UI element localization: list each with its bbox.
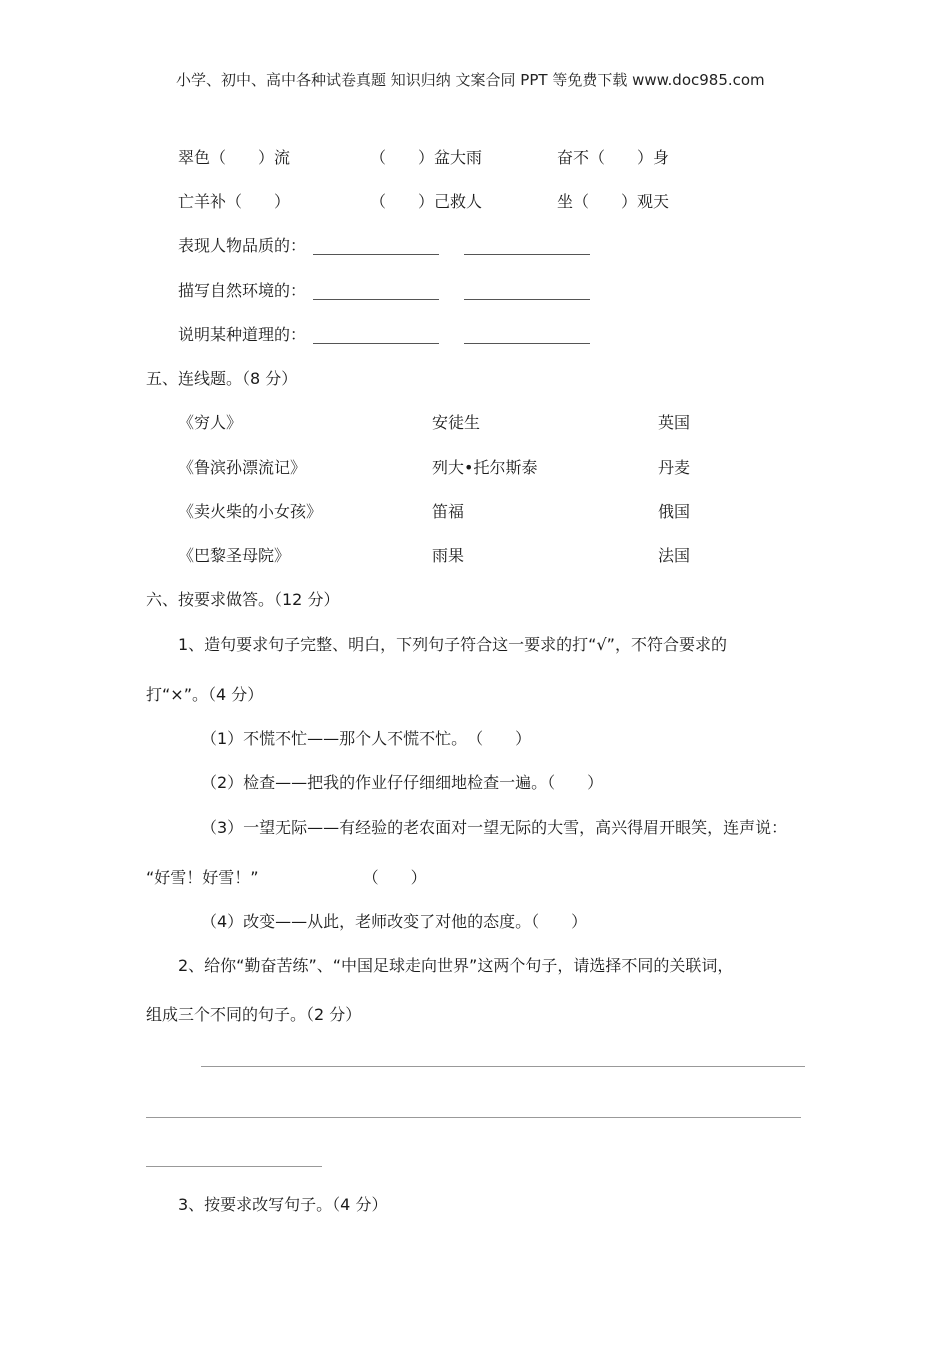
q1-instruction-line1: 1、造句要求句子完整、明白，下列句子符合这一要求的打“√”，不符合要求的	[178, 635, 727, 654]
country-item: 法国	[658, 546, 691, 565]
q1-instruction-line2: 打“×”。（4 分）	[146, 685, 264, 704]
author-item: 笛福	[432, 502, 465, 521]
author-item: 列大•托尔斯泰	[432, 458, 538, 477]
answer-blank[interactable]	[464, 299, 590, 300]
country-item: 俄国	[658, 502, 691, 521]
idiom-3: 奋不（ ）身	[557, 148, 670, 167]
book-item: 《鲁滨孙漂流记》	[178, 458, 307, 477]
book-item: 《穷人》	[178, 413, 243, 432]
idiom-1: 翠色（ ）流	[178, 148, 291, 167]
q2-instruction-line1: 2、给你“勤奋苦练”、“中国足球走向世界”这两个句子，请选择不同的关联词，	[178, 956, 734, 975]
category-reason-label: 说明某种道理的：	[178, 325, 307, 344]
q3-instruction: 3、按要求改写句子。（4 分）	[178, 1195, 388, 1214]
answer-blank[interactable]	[464, 254, 590, 255]
author-item: 雨果	[432, 546, 465, 565]
q1-item-2: （2）检查——把我的作业仔仔细细地检查一遍。（ ）	[201, 773, 604, 792]
answer-line[interactable]	[146, 1166, 322, 1167]
category-character-label: 表现人物品质的：	[178, 236, 307, 255]
q1-item-3: （3）一望无际——有经验的老农面对一望无际的大雪，高兴得眉开眼笑，连声说：	[201, 818, 788, 837]
idiom-5: （ ）己救人	[370, 192, 483, 211]
author-item: 安徒生	[432, 413, 481, 432]
book-item: 《巴黎圣母院》	[178, 546, 291, 565]
book-item: 《卖火柴的小女孩》	[178, 502, 323, 521]
q2-instruction-line2: 组成三个不同的句子。（2 分）	[146, 1005, 362, 1024]
answer-blank[interactable]	[313, 254, 439, 255]
answer-line[interactable]	[146, 1117, 801, 1118]
page-header: 小学、初中、高中各种试卷真题 知识归纳 文案合同 PPT 等免费下载 www.doc985.com	[176, 71, 765, 89]
country-item: 丹麦	[658, 458, 691, 477]
country-item: 英国	[658, 413, 691, 432]
idiom-6: 坐（ ）观天	[557, 192, 670, 211]
section6-title: 六、按要求做答。（12 分）	[146, 590, 340, 609]
idiom-4: 亡羊补（ ）	[178, 192, 291, 211]
answer-blank[interactable]	[464, 343, 590, 344]
answer-blank[interactable]	[313, 299, 439, 300]
q1-item-3-continued: “好雪！好雪！” （ ）	[146, 868, 427, 887]
q1-item-1: （1）不慌不忙——那个人不慌不忙。 （ ）	[201, 729, 532, 748]
idiom-2: （ ）盆大雨	[370, 148, 483, 167]
q1-item-4: （4）改变——从此，老师改变了对他的态度。（ ）	[201, 912, 588, 931]
answer-blank[interactable]	[313, 343, 439, 344]
answer-line[interactable]	[201, 1066, 805, 1067]
section5-title: 五、连线题。（8 分）	[146, 369, 298, 388]
category-nature-label: 描写自然环境的：	[178, 281, 307, 300]
